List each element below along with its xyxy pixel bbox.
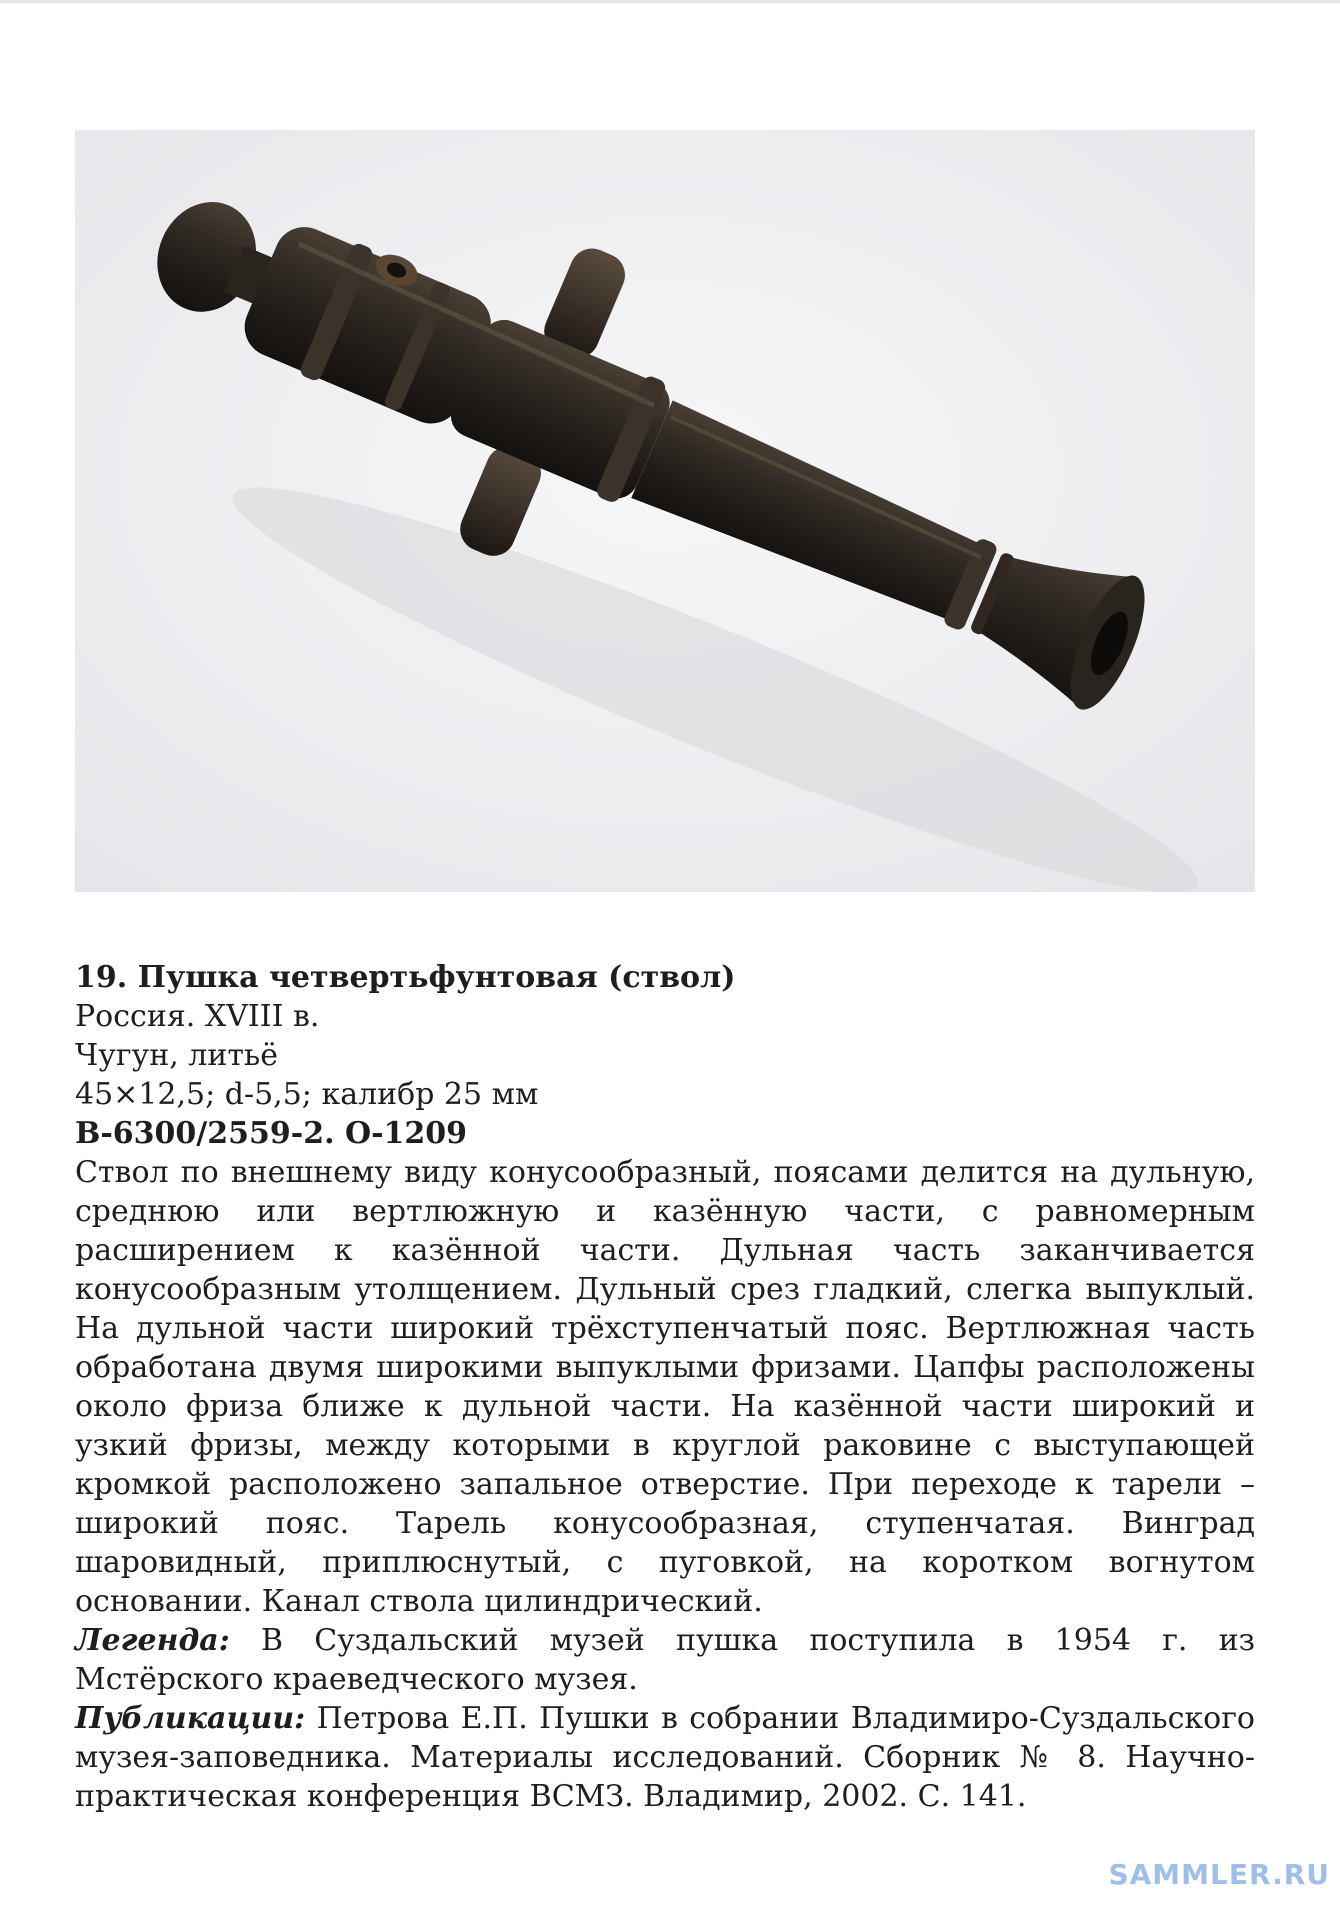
entry-dimensions: 45×12,5; d-5,5; калибр 25 мм — [75, 1077, 539, 1112]
publications-text: Петрова Е.П. Пушки в собрании Владимиро-Суздальского музея-заповедника. Материалы исследований. Сборник № 8. Научно-практическая конференция ВСМЗ. Владимир, 2002. С. 141. — [75, 1701, 1255, 1814]
entry-origin: Россия. XVIII в. — [75, 999, 320, 1034]
entry-legend — [75, 1621, 1255, 1699]
cannon-barrel-illustration — [75, 130, 1255, 892]
cannon-photo — [75, 130, 1255, 892]
top-divider — [0, 0, 1340, 3]
entry-publications — [75, 1699, 1255, 1816]
entry-material: Чугун, литьё — [75, 1038, 279, 1073]
catalog-entry — [75, 958, 1255, 1816]
legend-label: Легенда: — [75, 1623, 230, 1658]
entry-inventory-number: В-6300/2559-2. О-1209 — [75, 1116, 468, 1151]
entry-title: 19. Пушка четвертьфунтовая (ствол) — [75, 960, 736, 995]
legend-text: В Суздальский музей пушка поступила в 1954 г. из Мстёрского краеведческого музея. — [75, 1623, 1255, 1697]
entry-description: Ствол по внешнему виду конусообразный, поясами делится на дульную, среднюю или вертлюжную и казённую части, с равномерным расширением к казённой части. Дульная часть заканчивается конусообразным утолщением. Дульный срез гладкий, слегка выпуклый. На дульной части широкий трёхступенчатый пояс. Вертлюжная часть обработана двумя широкими выпуклыми фризами. Цапфы расположены около фриза ближе к дульной части. На казённой части широкий и узкий фризы, между которыми в круглой раковине с выступающей кромкой расположено запальное отверстие. При переходе к тарели – широкий пояс. Тарель конусообразная, ступенчатая. Винград шаровидный, приплюснутый, с пуговкой, на коротком вогнутом основании. Канал ствола цилиндрический. — [75, 1155, 1255, 1619]
publications-label: Публикации: — [75, 1701, 306, 1736]
watermark: SAMMLER.RU — [1108, 1858, 1330, 1891]
